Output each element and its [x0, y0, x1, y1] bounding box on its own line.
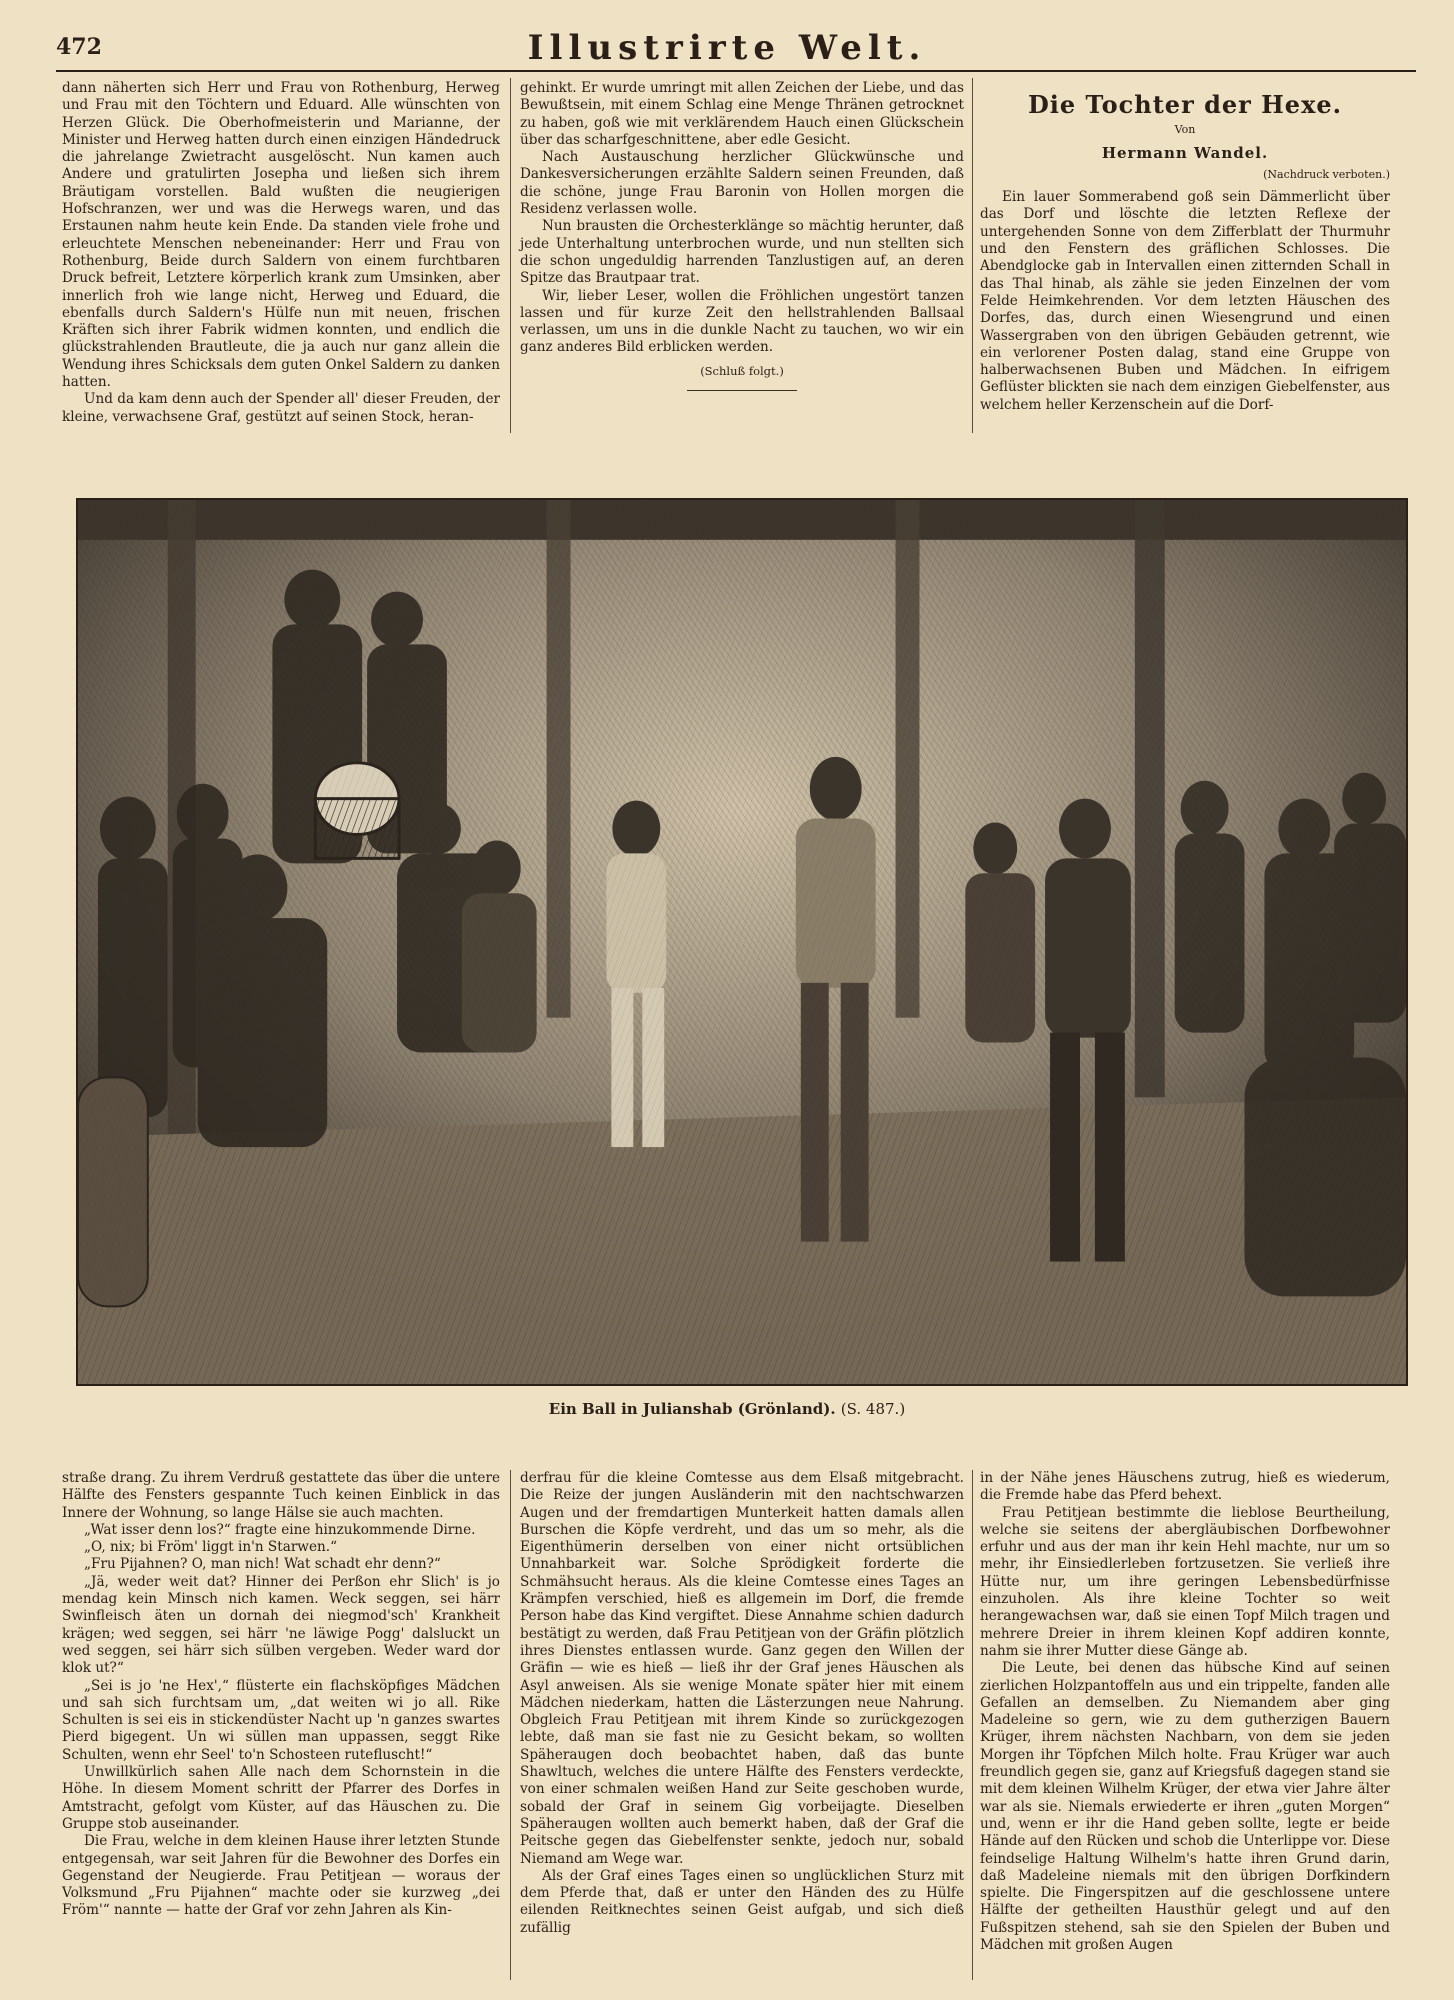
author-name: Hermann Wandel. — [1101, 143, 1269, 162]
column-divider — [972, 78, 973, 433]
masthead: Illustrirte Welt. — [527, 28, 927, 68]
paragraph: „Sei is jo 'ne Hex',“ flüsterte ein flachsköpfiges Mädchen und sah sich furchtsam um, „dat weiten wi jo all. Rike Schulten is sei eis in stickendüster Nacht up 'n ganzes swartes Pierd bigegent. Un wi süllen man uppassen, seggt Rike Schulten, wenn ehr Seel' to'n Schosteen rutefluscht!“ — [62, 1677, 500, 1763]
bottom-column-2 — [520, 1470, 964, 1937]
byline-von: Von — [1174, 123, 1196, 137]
continued-note: (Schluß folgt.) — [700, 363, 784, 378]
column-divider — [510, 1470, 511, 1980]
reprint-notice: (Nachdruck verboten.) — [1263, 167, 1390, 181]
bottom-column-1 — [62, 1470, 500, 1920]
paragraph: Die Frau, welche in dem kleinen Hause ihrer letzten Stunde entgegensah, war seit Jahren für die Bewohner des Dorfes ein Gegenstand der Neugierde. Frau Petitjean — woraus der Volksmund „Fru Pijahnen“ machte oder sie kurzweg „dei Fröm'“ nannte — hatte der Graf vor zehn Jahren als Kin- — [62, 1833, 500, 1919]
paragraph: Frau Petitjean bestimmte die lieblose Beurtheilung, welche sie seitens der abergläubischen Dorfbewohner erfuhr und aus der man ihr kein Hehl machte, nur um so mehr, ihr Einsiedlerleben fortzusetzen. Sie verließ ihre Hütte nur, um ihre geringen Lebensbedürfnisse einzuholen. Als ihre kleine Tochter so weit herangewachsen war, daß sie einen Topf Milch tragen und mehrere Dreier in ihrem kleinen Kopf addiren konnte, nahm sie ihrer Mutter diese Gänge ab. — [980, 1504, 1390, 1659]
paragraph: „Wat isser denn los?“ fragte eine hinzukommende Dirne. — [84, 1521, 476, 1538]
figure-caption — [0, 1400, 1454, 1418]
top-column-2 — [520, 80, 964, 391]
header-rule — [56, 70, 1416, 72]
paragraph: Die Leute, bei denen das hübsche Kind auf seinen zierlichen Holzpantoffeln aus und ein trippelte, fanden alle Gefallen an demselben. Zu Niemandem aber ging Madeleine so gern, wie zu dem gutherzigen Bauern Krüger, ihrem nächsten Nachbarn, von dem sie jeden Morgen ihr Töpfchen Milch holte. Frau Krüger war auch freundlich gegen sie, ganz auf Kriegsfuß dagegen stand sie mit dem kleinen Wilhelm Krüger, der etwa vier Jahre älter war als sie. Niemals erwiederte er ihren „guten Morgen“ und, wenn er ihr die Hand geben sollte, legte er beide Hände auf den Rücken und schob die Unterlippe vor. Diese feindselige Haltung Wilhelm's hatte ihren Grund darin, daß Madeleine niemals mit den übrigen Dorfkindern spielte. Die Fingerspitzen auf die geschlossene untere Hälfte der getheilten Hausthür gelegt und auf den Fußspitzen stehend, sah sie den Spielen der Buben und Mädchen mit großen Augen — [980, 1660, 1390, 1954]
paragraph: dann näherten sich Herr und Frau von Rothenburg, Herweg und Frau mit den Töchtern und Eduard. Alle wünschten von Herzen Glück. Die Oberhofmeisterin und Marianne, der Minister und Herweg hatten durch einen einzigen Händedruck die jahrelange Zwietracht ausgelöscht. Nun kamen auch Andere und gratulirten Josepha und ließen sich ihrem Bräutigam vorstellen. Bald wußten die neugierigen Hofschranzen, wer und was die Herwegs waren, und das Erstaunen nahm heute kein Ende. Da standen viele frohe und erleuchtete Menschen nebeneinander: Herr und Frau von Rothenburg, Beide durch Saldern von einem furchtbaren Druck befreit, Letztere körperlich krank zum Umsinken, aber innerlich froh wie lange nicht, Herweg und Eduard, die ebenfalls durch Saldern's Hülfe nun mit neuen, frischen Kräften sich ihrer Fabrik widmen konnten, und endlich die glückstrahlenden Brautleute, die ja auch nur ganz allein die Wendung ihres Schicksals dem guten Onkel Saldern zu danken hatten. — [62, 80, 500, 391]
paragraph: „O, nix; bi Fröm' liggt in'n Starwen.“ — [84, 1539, 338, 1556]
paragraph: in der Nähe jenes Häuschens zutrug, hieß es wiederum, die Fremde habe das Pferd behext. — [980, 1470, 1390, 1504]
paragraph: Wir, lieber Leser, wollen die Fröhlichen ungestört tanzen lassen und für kurze Zeit den hellstrahlenden Ballsaal verlassen, um uns in die dunkle Nacht zu tauchen, wo wir ein ganz anderes Bild erblicken werden. — [520, 287, 964, 356]
column-divider — [510, 78, 511, 433]
column-divider — [972, 1470, 973, 1980]
paragraph: „Fru Pijahnen? O, man nich! Wat schadt ehr denn?“ — [84, 1556, 441, 1573]
paragraph: Nach Austauschung herzlicher Glückwünsche und Dankesversicherungen erzählte Saldern seinen Freunden, daß die schöne, junge Frau Baronin von Hollen morgen die Residenz verlassen wolle. — [520, 149, 964, 218]
paragraph: gehinkt. Er wurde umringt mit allen Zeichen der Liebe, und das Bewußtsein, mit einem Schlag eine Menge Thränen getrocknet zu haben, goß wie mit verklärendem Hauch einen Glückschein über das scharfgeschnittene, aber edle Gesicht. — [520, 80, 964, 148]
paragraph: Nun brausten die Orchesterklänge so mächtig herunter, daß jede Unterhaltung unterbrochen wurde, und nun stellten sich die schon ungeduldig harrenden Tanzlustigen auf, an deren Spitze das Brautpaar trat. — [520, 218, 964, 287]
paragraph: „Jä, weder weit dat? Hinner dei Perßon ehr Slich' is jo mendag kein Minsch nich kamen. Weck seggen, sei härr Swinfleisch äten un dornah dei niegmod'sch' Krankheit krägen; wed seggen, sei härr 'ne läwige Pogg' dalsluckt un wed seggen, sei härr sich sülben vergeben. Weder ward dor klok ut?“ — [62, 1573, 500, 1677]
page-number: 472 — [56, 34, 102, 60]
bottom-column-3 — [980, 1470, 1390, 1954]
top-column-3 — [980, 80, 1390, 414]
paragraph: Unwillkürlich sahen Alle nach dem Schornstein in die Höhe. In diesem Moment schritt der Pfarrer des Dorfes in Amtstracht, gefolgt vom Küster, auf das Häuschen zu. Die Gruppe stob auseinander. — [62, 1764, 500, 1832]
paragraph: derfrau für die kleine Comtesse aus dem Elsaß mitgebracht. Die Reize der jungen Ausländerin mit den nachtschwarzen Augen und der fremdartigen Munterkeit hatten damals allen Burschen die Köpfe verdreht, und das um so mehr, als die Eigenthümerin derselben von einer nicht ortsüblichen Unnahbarkeit war. Solche Sprödigkeit forderte die Schmähsucht heraus. Als die kleine Comtesse eines Tages an Krämpfen verschied, hieß es allgemein im Dorf, die fremde Person habe das Kind vergiftet. Diese Annahme schien dadurch bestätigt zu werden, daß Frau Petitjean von der Gräfin plötzlich ihres Dienstes entlassen wurde. Ganz gegen den Willen der Gräfin — wie es hieß — ließ ihr der Graf jenes Häuschen als Asyl anweisen. Als sie wenige Monate später hier mit einem Mädchen niederkam, hatten die Lästerzungen neue Nahrung. Obgleich Frau Petitjean mit ihrem Kinde so zurückgezogen lebte, daß man sie fast nie zu Gesicht bekam, so wollten Späheraugen doch beobachtet haben, daß das bunte Shawltuch, welches die untere Hälfte des Fensters verdeckte, von einer schmalen weißen Hand zur Seite geschoben wurde, sobald der Graf in seinem Gig vorbeijagte. Dieselben Späheraugen wollten auch bemerkt haben, daß der Graf die Peitsche gegen das Giebelfenster senkte, jedoch nur, sobald Niemand am Wege war. — [520, 1470, 964, 1867]
end-rule — [687, 390, 797, 391]
engraving-illustration — [76, 498, 1408, 1386]
ball-scene-engraving — [78, 500, 1406, 1384]
paragraph: Ein lauer Sommerabend goß sein Dämmerlicht über das Dorf und löschte die letzten Reflexe der untergehenden Sonne von dem Zifferblatt der Thurmuhr und den Fenstern des gräflichen Schlosses. Die Abendglocke gab in Intervallen einen zitternden Schall in das Thal hinab, als zähle sie jeden Einzelnen der vom Felde Heimkehrenden. Vor dem letzten Häuschen des Dorfes, das, durch einen Wiesengrund und einen Wassergraben von den übrigen Gebäuden getrennt, wie ein verlorener Posten dalag, stand eine Gruppe von halberwachsenen Buben und Mädchen. In eifrigem Geflüster blickten sie nach dem einzigen Giebelfenster, aus welchem heller Kerzenschein auf die Dorf- — [980, 189, 1390, 413]
story-title: Die Tochter der Hexe. — [1027, 90, 1342, 119]
paragraph: straße drang. Zu ihrem Verdruß gestattete das über die untere Hälfte des Fensters gespannte Tuch keinen Einblick in das Innere der Wohnung, so lange Hälse sie auch machten. — [62, 1470, 500, 1521]
top-column-1 — [62, 80, 500, 426]
paragraph: Als der Graf eines Tages einen so unglücklichen Sturz mit dem Pferde that, daß er unter den Händen des zu Hülfe eilenden Reitknechtes seinen Geist aufgab, und sich dieß zufällig — [520, 1867, 964, 1936]
caption-text: Ein Ball in Julianshab (Grönland). — [548, 1400, 836, 1418]
caption-page-ref: (S. 487.) — [840, 1400, 906, 1418]
paragraph: Und da kam denn auch der Spender all' dieser Freuden, der kleine, verwachsene Graf, gestützt auf seinen Stock, heran- — [62, 391, 500, 425]
